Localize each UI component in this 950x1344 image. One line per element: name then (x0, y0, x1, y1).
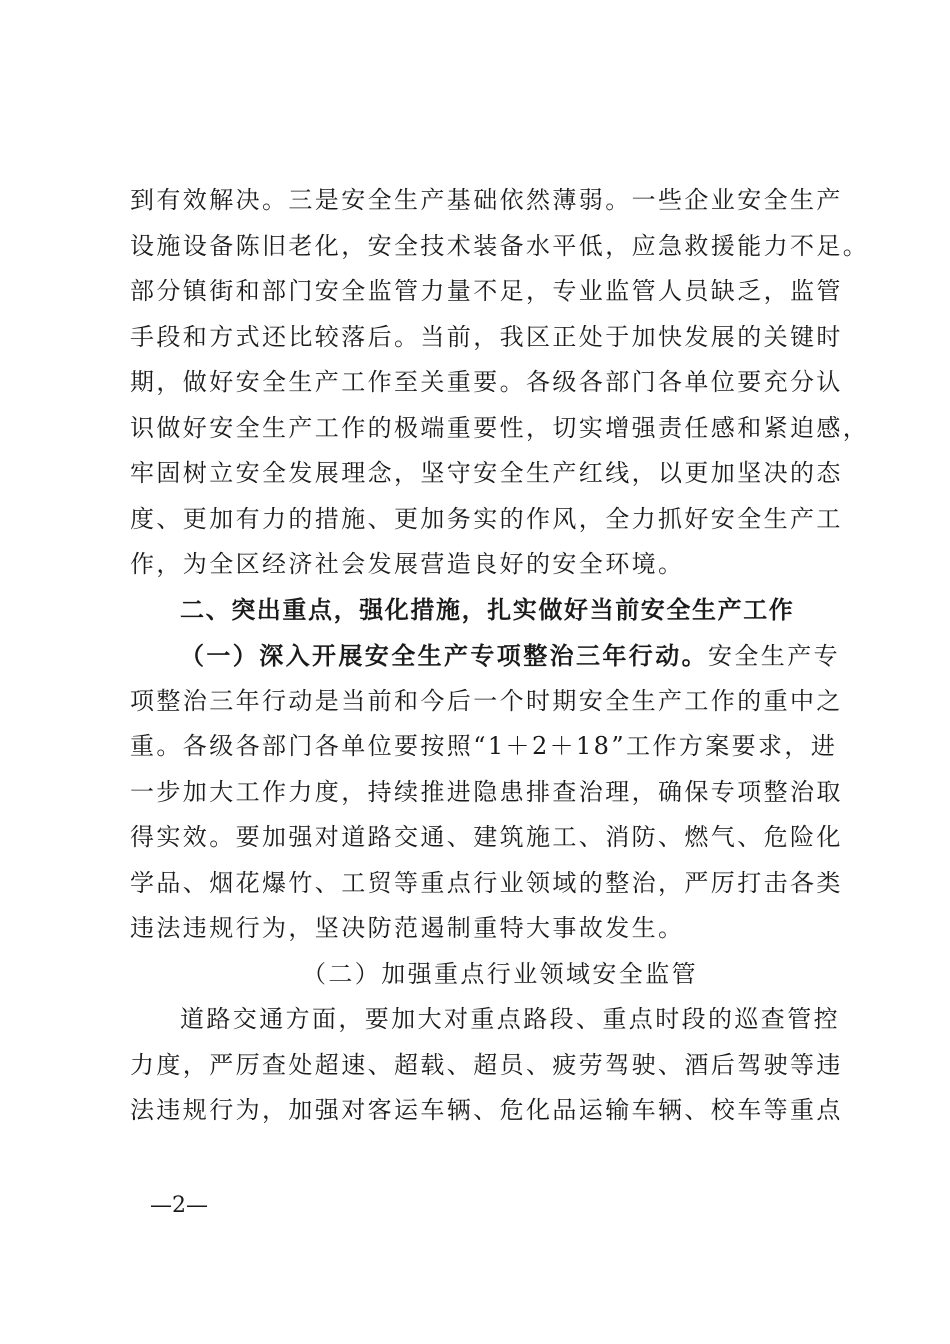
text-line: 到有效解决。三是安全生产基础依然薄弱。一些企业安全生产 (130, 186, 843, 214)
text-line: 牢固树立安全发展理念，坚守安全生产红线，以更加坚决的态 (130, 459, 843, 487)
item-2-heading: （二）加强重点行业领域安全监管 (302, 959, 698, 988)
item-1-title: （一）深入开展安全生产专项整治三年行动。 (180, 641, 708, 670)
item-1-paragraph (130, 633, 843, 952)
section-heading-2: 二、突出重点，强化措施，扎实做好当前安全生产工作 (180, 595, 795, 624)
text-line: 项整治三年行动是当前和今后一个时期安全生产工作的重中之 (130, 686, 843, 715)
text-line: 道路交通方面，要加大对重点路段、重点时段的巡查管控 (180, 1005, 840, 1033)
text-line: 一步加大工作力度，持续推进隐患排查治理，确保专项整治取 (130, 777, 843, 806)
text-line: 违法违规行为，坚决防范遏制重特大事故发生。 (130, 914, 685, 942)
text-line: 手段和方式还比较落后。当前，我区正处于加快发展的关键时 (130, 322, 843, 351)
text-line: 期，做好安全生产工作至关重要。各级各部门各单位要充分认 (130, 368, 843, 396)
text-line: 得实效。要加强对道路交通、建筑施工、消防、燃气、危险化 (130, 823, 843, 851)
paragraph-1 (130, 178, 870, 588)
text-line: 部分镇街和部门安全监管力量不足，专业监管人员缺乏，监管 (130, 277, 843, 305)
text-line: 重。各级各部门各单位要按照“1＋2＋18”工作方案要求，进 (130, 732, 838, 760)
text-line: 力度，严厉查处超速、超载、超员、疲劳驾驶、酒后驾驶等违 (130, 1050, 843, 1079)
text-line: 设施设备陈旧老化，安全技术装备水平低，应急救援能力不足。 (130, 231, 870, 260)
text-line: 法违规行为，加强对客运车辆、危化品运输车辆、校车等重点 (130, 1096, 843, 1124)
page-number: —2— (150, 1193, 208, 1218)
text-line: 度、更加有力的措施、更加务实的作风，全力抓好安全生产工 (130, 504, 843, 533)
text-line: 学品、烟花爆竹、工贸等重点行业领域的整治，严厉打击各类 (130, 868, 843, 897)
item-1-first-line (130, 633, 840, 679)
text-line: 识做好安全生产工作的极端重要性，切实增强责任感和紧迫感， (130, 413, 870, 442)
document-body (130, 178, 870, 1134)
text-line: 作，为全区经济社会发展营造良好的安全环境。 (130, 550, 685, 578)
item-1-first-line-rest: 安全生产专 (708, 642, 840, 670)
traffic-paragraph (130, 997, 843, 1134)
